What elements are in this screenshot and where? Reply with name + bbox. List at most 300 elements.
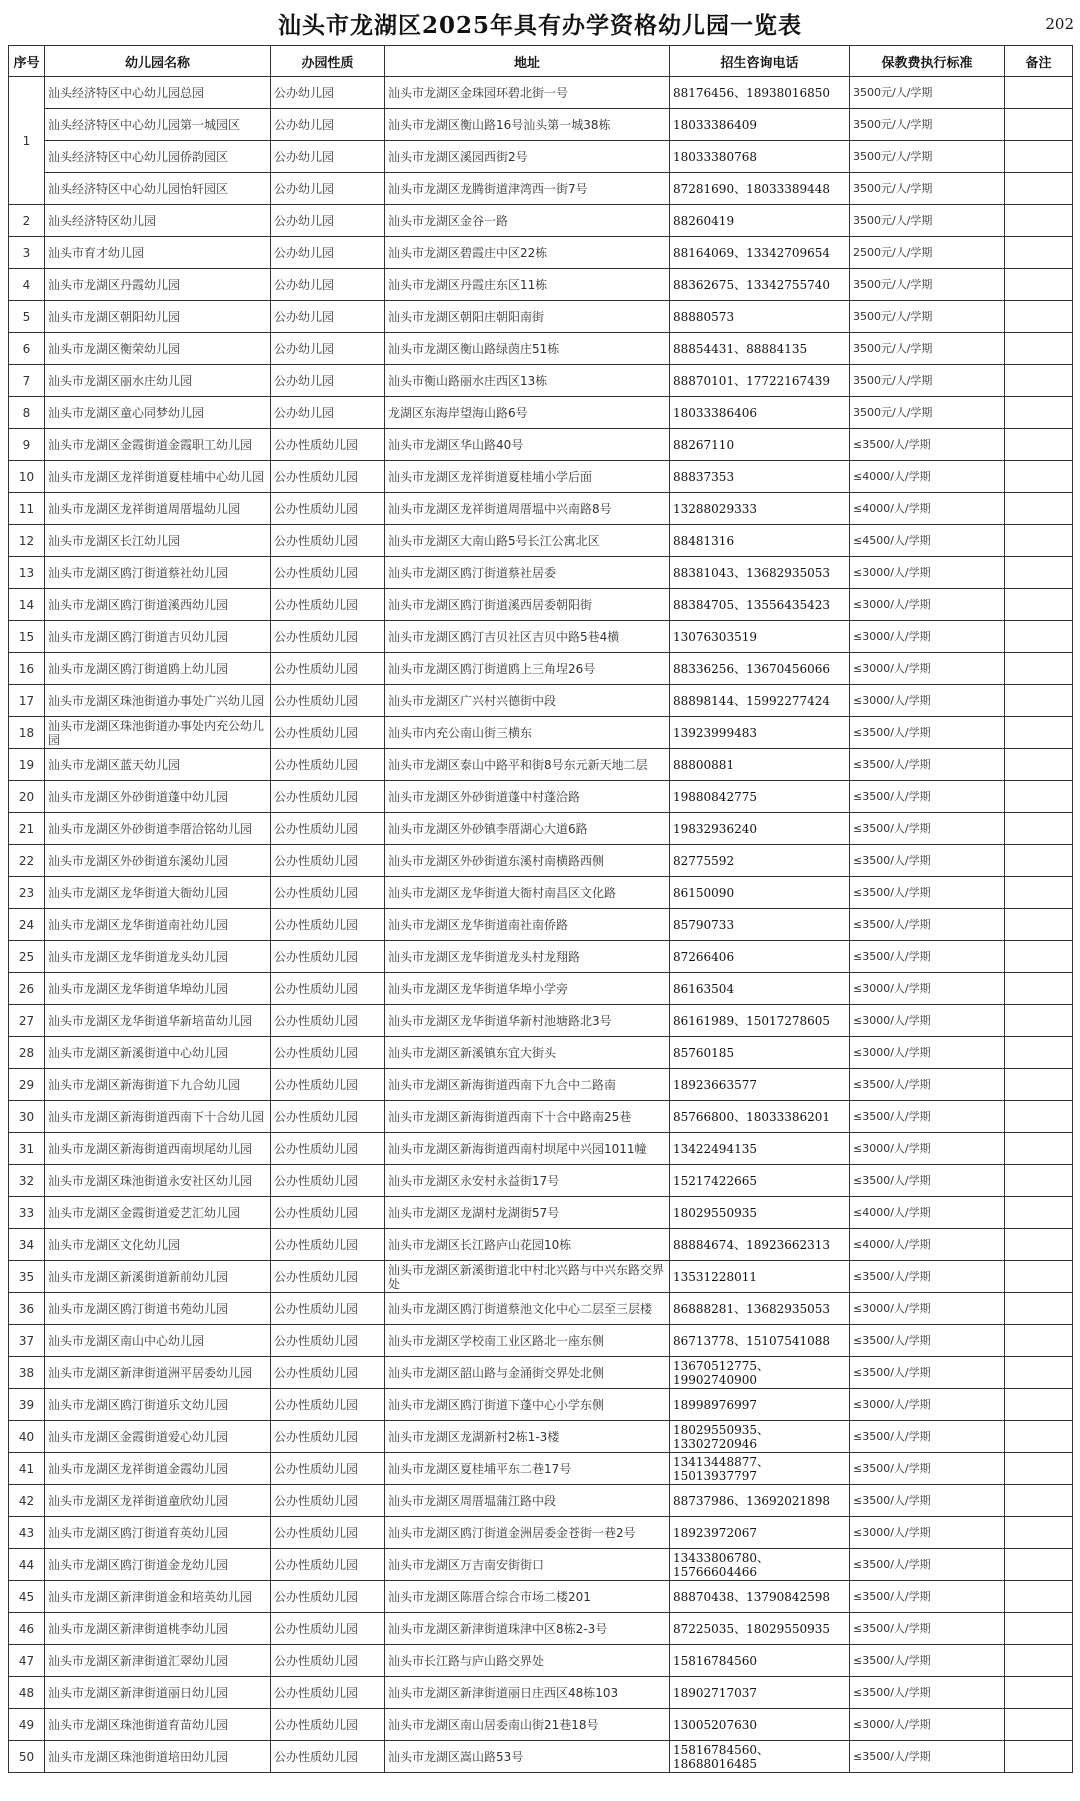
address-cell: 汕头市龙湖区鸥汀街道金洲居委金苍街一巷2号	[385, 1517, 670, 1549]
table-row	[9, 237, 1073, 269]
address-cell: 汕头市龙湖区广兴村兴德街中段	[385, 685, 670, 717]
address-cell: 龙湖区东海岸望海山路6号	[385, 397, 670, 429]
fee-cell: ≤3500/人/学期	[850, 1165, 1005, 1197]
seq-cell: 9	[9, 429, 45, 461]
fee-cell: 3500元/人/学期	[850, 77, 1005, 109]
phone-cell: 15816784560	[670, 1645, 850, 1677]
seq-cell: 24	[9, 909, 45, 941]
note-cell	[1005, 1389, 1073, 1421]
fee-cell: 3500元/人/学期	[850, 269, 1005, 301]
fee-cell: ≤3000/人/学期	[850, 1293, 1005, 1325]
note-cell	[1005, 653, 1073, 685]
table-row	[9, 141, 1073, 173]
fee-cell: 2500元/人/学期	[850, 237, 1005, 269]
seq-cell: 39	[9, 1389, 45, 1421]
type-cell: 公办性质幼儿园	[271, 589, 385, 621]
kindergarten-name-cell: 汕头市龙湖区龙华街道南社幼儿园	[45, 909, 271, 941]
kindergarten-name-cell: 汕头市龙湖区新津街道桃李幼儿园	[45, 1613, 271, 1645]
phone-cell: 85760185	[670, 1037, 850, 1069]
phone-cell: 13288029333	[670, 493, 850, 525]
kindergarten-name-cell: 汕头市龙湖区新海街道下九合幼儿园	[45, 1069, 271, 1101]
seq-cell: 38	[9, 1357, 45, 1389]
fee-cell: ≤3500/人/学期	[850, 717, 1005, 749]
kindergarten-name-cell: 汕头市龙湖区新海街道西南下十合幼儿园	[45, 1101, 271, 1133]
note-cell	[1005, 1325, 1073, 1357]
fee-cell: ≤3500/人/学期	[850, 1101, 1005, 1133]
table-row	[9, 1069, 1073, 1101]
phone-cell: 88880573	[670, 301, 850, 333]
type-cell: 公办性质幼儿园	[271, 1741, 385, 1773]
type-cell: 公办性质幼儿园	[271, 781, 385, 813]
phone-cell: 13433806780、15766604466	[670, 1549, 850, 1581]
address-cell: 汕头市龙湖区龙华街道华新村池塘路北3号	[385, 1005, 670, 1037]
seq-cell: 7	[9, 365, 45, 397]
type-cell: 公办性质幼儿园	[271, 1389, 385, 1421]
seq-cell: 19	[9, 749, 45, 781]
seq-cell: 4	[9, 269, 45, 301]
type-cell: 公办幼儿园	[271, 77, 385, 109]
note-cell	[1005, 1133, 1073, 1165]
kindergarten-name-cell: 汕头市龙湖区衡荣幼儿园	[45, 333, 271, 365]
kindergarten-name-cell: 汕头经济特区中心幼儿园总园	[45, 77, 271, 109]
kindergarten-name-cell: 汕头市龙湖区金霞街道金霞职工幼儿园	[45, 429, 271, 461]
header-fee: 保教费执行标准	[850, 46, 1005, 77]
phone-cell: 86150090	[670, 877, 850, 909]
phone-cell: 82775592	[670, 845, 850, 877]
table-row	[9, 1613, 1073, 1645]
table-row	[9, 973, 1073, 1005]
seq-cell: 13	[9, 557, 45, 589]
seq-cell: 15	[9, 621, 45, 653]
kindergarten-name-cell: 汕头经济特区中心幼儿园第一城园区	[45, 109, 271, 141]
table-row	[9, 589, 1073, 621]
seq-cell: 27	[9, 1005, 45, 1037]
kindergarten-name-cell: 汕头市龙湖区南山中心幼儿园	[45, 1325, 271, 1357]
fee-cell: ≤4000/人/学期	[850, 493, 1005, 525]
type-cell: 公办幼儿园	[271, 365, 385, 397]
phone-cell: 88737986、13692021898	[670, 1485, 850, 1517]
fee-cell: ≤4000/人/学期	[850, 1197, 1005, 1229]
seq-cell: 16	[9, 653, 45, 685]
phone-cell: 18029550935、13302720946	[670, 1421, 850, 1453]
seq-cell: 12	[9, 525, 45, 557]
note-cell	[1005, 1581, 1073, 1613]
phone-cell: 18923663577	[670, 1069, 850, 1101]
kindergarten-name-cell: 汕头市龙湖区珠池街道办事处广兴幼儿园	[45, 685, 271, 717]
seq-cell: 32	[9, 1165, 45, 1197]
fee-cell: 3500元/人/学期	[850, 205, 1005, 237]
table-row	[9, 749, 1073, 781]
seq-cell: 3	[9, 237, 45, 269]
fee-cell: ≤3500/人/学期	[850, 1581, 1005, 1613]
kindergarten-name-cell: 汕头市龙湖区龙祥街道周厝塭幼儿园	[45, 493, 271, 525]
seq-cell: 25	[9, 941, 45, 973]
fee-cell: ≤4500/人/学期	[850, 525, 1005, 557]
type-cell: 公办性质幼儿园	[271, 557, 385, 589]
fee-cell: ≤3500/人/学期	[850, 749, 1005, 781]
table-row	[9, 909, 1073, 941]
type-cell: 公办性质幼儿园	[271, 621, 385, 653]
note-cell	[1005, 1037, 1073, 1069]
seq-cell: 35	[9, 1261, 45, 1293]
address-cell: 汕头市龙湖区龙华街道大衙村南昌区文化路	[385, 877, 670, 909]
fee-cell: ≤3500/人/学期	[850, 1453, 1005, 1485]
note-cell	[1005, 205, 1073, 237]
address-cell: 汕头市龙湖区周厝塭蒲江路中段	[385, 1485, 670, 1517]
fee-cell: ≤3500/人/学期	[850, 1357, 1005, 1389]
kindergarten-name-cell: 汕头市龙湖区龙祥街道金霞幼儿园	[45, 1453, 271, 1485]
type-cell: 公办性质幼儿园	[271, 1325, 385, 1357]
address-cell: 汕头市龙湖区鸥汀吉贝社区吉贝中路5巷4横	[385, 621, 670, 653]
phone-cell: 86888281、13682935053	[670, 1293, 850, 1325]
kindergarten-name-cell: 汕头市龙湖区长江幼儿园	[45, 525, 271, 557]
fee-cell: ≤3500/人/学期	[850, 845, 1005, 877]
kindergarten-name-cell: 汕头市龙湖区鸥汀街道溪西幼儿园	[45, 589, 271, 621]
address-cell: 汕头市龙湖区龙腾街道津湾西一街7号	[385, 173, 670, 205]
seq-cell: 14	[9, 589, 45, 621]
type-cell: 公办性质幼儿园	[271, 1069, 385, 1101]
type-cell: 公办性质幼儿园	[271, 461, 385, 493]
seq-cell: 36	[9, 1293, 45, 1325]
type-cell: 公办性质幼儿园	[271, 813, 385, 845]
type-cell: 公办性质幼儿园	[271, 493, 385, 525]
address-cell: 汕头市龙湖区夏桂埔平东二巷17号	[385, 1453, 670, 1485]
table-row	[9, 173, 1073, 205]
kindergarten-name-cell: 汕头市龙湖区新津街道汇翠幼儿园	[45, 1645, 271, 1677]
type-cell: 公办性质幼儿园	[271, 845, 385, 877]
fee-cell: ≤3500/人/学期	[850, 1485, 1005, 1517]
fee-cell: ≤3500/人/学期	[850, 1613, 1005, 1645]
address-cell: 汕头市龙湖区金谷一路	[385, 205, 670, 237]
phone-cell: 86161989、15017278605	[670, 1005, 850, 1037]
type-cell: 公办性质幼儿园	[271, 1709, 385, 1741]
address-cell: 汕头市龙湖区泰山中路平和街8号东元新天地二层	[385, 749, 670, 781]
note-cell	[1005, 493, 1073, 525]
kindergarten-name-cell: 汕头市龙湖区鸥汀街道金龙幼儿园	[45, 1549, 271, 1581]
table-row	[9, 1677, 1073, 1709]
note-cell	[1005, 717, 1073, 749]
seq-cell: 11	[9, 493, 45, 525]
kindergarten-name-cell: 汕头市龙湖区新溪街道新前幼儿园	[45, 1261, 271, 1293]
header-phone: 招生咨询电话	[670, 46, 850, 77]
note-cell	[1005, 589, 1073, 621]
address-cell: 汕头市龙湖区龙华街道华埠小学旁	[385, 973, 670, 1005]
table-row	[9, 653, 1073, 685]
type-cell: 公办性质幼儿园	[271, 941, 385, 973]
type-cell: 公办幼儿园	[271, 109, 385, 141]
type-cell: 公办幼儿园	[271, 397, 385, 429]
fee-cell: ≤3000/人/学期	[850, 1037, 1005, 1069]
fee-cell: ≤3500/人/学期	[850, 1645, 1005, 1677]
note-cell	[1005, 909, 1073, 941]
table-row	[9, 1293, 1073, 1325]
table-row	[9, 1165, 1073, 1197]
kindergarten-name-cell: 汕头市龙湖区鸥汀街道育英幼儿园	[45, 1517, 271, 1549]
seq-cell: 22	[9, 845, 45, 877]
phone-cell: 18033380768	[670, 141, 850, 173]
year-tag: 202	[1045, 15, 1074, 33]
kindergarten-name-cell: 汕头市龙湖区珠池街道永安社区幼儿园	[45, 1165, 271, 1197]
header-type: 办园性质	[271, 46, 385, 77]
kindergarten-name-cell: 汕头市龙湖区新溪街道中心幼儿园	[45, 1037, 271, 1069]
phone-cell: 88481316	[670, 525, 850, 557]
table-row	[9, 1421, 1073, 1453]
phone-cell: 88384705、13556435423	[670, 589, 850, 621]
seq-cell: 10	[9, 461, 45, 493]
type-cell: 公办幼儿园	[271, 173, 385, 205]
address-cell: 汕头市龙湖区大南山路5号长江公寓北区	[385, 525, 670, 557]
table-row	[9, 1389, 1073, 1421]
fee-cell: ≤3500/人/学期	[850, 1325, 1005, 1357]
phone-cell: 18923972067	[670, 1517, 850, 1549]
fee-cell: ≤3000/人/学期	[850, 1005, 1005, 1037]
fee-cell: ≤3000/人/学期	[850, 1517, 1005, 1549]
phone-cell: 18033386409	[670, 109, 850, 141]
phone-cell: 19880842775	[670, 781, 850, 813]
fee-cell: 3500元/人/学期	[850, 333, 1005, 365]
table-header-row	[9, 46, 1073, 77]
address-cell: 汕头市龙湖区万吉南安街街口	[385, 1549, 670, 1581]
fee-cell: ≤3000/人/学期	[850, 589, 1005, 621]
type-cell: 公办性质幼儿园	[271, 1133, 385, 1165]
phone-cell: 88870101、17722167439	[670, 365, 850, 397]
seq-cell: 31	[9, 1133, 45, 1165]
phone-cell: 88164069、13342709654	[670, 237, 850, 269]
fee-cell: ≤3500/人/学期	[850, 1741, 1005, 1773]
kindergarten-name-cell: 汕头市龙湖区金霞街道爱艺汇幼儿园	[45, 1197, 271, 1229]
fee-cell: ≤3500/人/学期	[850, 813, 1005, 845]
fee-cell: ≤3000/人/学期	[850, 1133, 1005, 1165]
kindergarten-name-cell: 汕头市龙湖区金霞街道爱心幼儿园	[45, 1421, 271, 1453]
address-cell: 汕头市龙湖区长江路庐山花园10栋	[385, 1229, 670, 1261]
document-title: 汕头市龙湖区2025年具有办学资格幼儿园一览表	[277, 12, 802, 39]
note-cell	[1005, 941, 1073, 973]
address-cell: 汕头市龙湖区鸥汀街道蔡社居委	[385, 557, 670, 589]
note-cell	[1005, 1645, 1073, 1677]
table-row	[9, 941, 1073, 973]
seq-cell: 42	[9, 1485, 45, 1517]
table-row	[9, 1709, 1073, 1741]
phone-cell: 88336256、13670456066	[670, 653, 850, 685]
table-row	[9, 1645, 1073, 1677]
fee-cell: ≤3000/人/学期	[850, 1709, 1005, 1741]
fee-cell: ≤3500/人/学期	[850, 781, 1005, 813]
type-cell: 公办性质幼儿园	[271, 717, 385, 749]
address-cell: 汕头市龙湖区龙华街道龙头村龙翔路	[385, 941, 670, 973]
note-cell	[1005, 1293, 1073, 1325]
address-cell: 汕头市龙湖区南山居委南山街21巷18号	[385, 1709, 670, 1741]
kindergarten-table	[8, 45, 1073, 1773]
note-cell	[1005, 749, 1073, 781]
kindergarten-name-cell: 汕头市龙湖区珠池街道育苗幼儿园	[45, 1709, 271, 1741]
type-cell: 公办性质幼儿园	[271, 1453, 385, 1485]
phone-cell: 15816784560、18688016485	[670, 1741, 850, 1773]
phone-cell: 87281690、18033389448	[670, 173, 850, 205]
table-row	[9, 365, 1073, 397]
fee-cell: ≤3500/人/学期	[850, 1421, 1005, 1453]
kindergarten-name-cell: 汕头市龙湖区鸥汀街道书苑幼儿园	[45, 1293, 271, 1325]
table-row	[9, 1517, 1073, 1549]
kindergarten-name-cell: 汕头市龙湖区龙华街道华新培苗幼儿园	[45, 1005, 271, 1037]
kindergarten-name-cell: 汕头市龙湖区新津街道金和培英幼儿园	[45, 1581, 271, 1613]
address-cell: 汕头市内充公南山街三横东	[385, 717, 670, 749]
fee-cell: ≤3500/人/学期	[850, 941, 1005, 973]
address-cell: 汕头市龙湖区华山路40号	[385, 429, 670, 461]
kindergarten-name-cell: 汕头市龙湖区鸥汀街道蔡社幼儿园	[45, 557, 271, 589]
kindergarten-name-cell: 汕头市龙湖区朝阳幼儿园	[45, 301, 271, 333]
note-cell	[1005, 269, 1073, 301]
kindergarten-name-cell: 汕头市龙湖区新津街道丽日幼儿园	[45, 1677, 271, 1709]
type-cell: 公办性质幼儿园	[271, 1613, 385, 1645]
type-cell: 公办性质幼儿园	[271, 1037, 385, 1069]
type-cell: 公办性质幼儿园	[271, 1293, 385, 1325]
fee-cell: ≤3500/人/学期	[850, 1261, 1005, 1293]
kindergarten-name-cell: 汕头市龙湖区外砂街道李厝洽铭幼儿园	[45, 813, 271, 845]
type-cell: 公办性质幼儿园	[271, 685, 385, 717]
seq-cell: 18	[9, 717, 45, 749]
phone-cell: 88854431、88884135	[670, 333, 850, 365]
fee-cell: 3500元/人/学期	[850, 301, 1005, 333]
type-cell: 公办幼儿园	[271, 333, 385, 365]
type-cell: 公办性质幼儿园	[271, 1005, 385, 1037]
kindergarten-name-cell: 汕头市龙湖区珠池街道办事处内充公幼儿园	[45, 717, 271, 749]
note-cell	[1005, 1453, 1073, 1485]
address-cell: 汕头市龙湖区衡山路绿茵庄51栋	[385, 333, 670, 365]
phone-cell: 85790733	[670, 909, 850, 941]
phone-cell: 13531228011	[670, 1261, 850, 1293]
address-cell: 汕头市龙湖区金珠园环碧北街一号	[385, 77, 670, 109]
table-row	[9, 1005, 1073, 1037]
kindergarten-name-cell: 汕头市龙湖区外砂街道东溪幼儿园	[45, 845, 271, 877]
phone-cell: 13413448877、15013937797	[670, 1453, 850, 1485]
address-cell: 汕头市龙湖区新津街道丽日庄西区48栋103	[385, 1677, 670, 1709]
seq-cell: 41	[9, 1453, 45, 1485]
seq-cell: 50	[9, 1741, 45, 1773]
seq-cell: 45	[9, 1581, 45, 1613]
kindergarten-name-cell: 汕头经济特区中心幼儿园怡轩园区	[45, 173, 271, 205]
phone-cell: 88884674、18923662313	[670, 1229, 850, 1261]
note-cell	[1005, 1549, 1073, 1581]
note-cell	[1005, 429, 1073, 461]
fee-cell: ≤3500/人/学期	[850, 1549, 1005, 1581]
table-row	[9, 1581, 1073, 1613]
fee-cell: 3500元/人/学期	[850, 365, 1005, 397]
kindergarten-name-cell: 汕头市龙湖区丽水庄幼儿园	[45, 365, 271, 397]
fee-cell: ≤3500/人/学期	[850, 429, 1005, 461]
type-cell: 公办性质幼儿园	[271, 1645, 385, 1677]
seq-cell: 48	[9, 1677, 45, 1709]
address-cell: 汕头市龙湖区鸥汀街道蔡池文化中心二层至三层楼	[385, 1293, 670, 1325]
address-cell: 汕头市龙湖区龙华街道南社南侨路	[385, 909, 670, 941]
type-cell: 公办性质幼儿园	[271, 909, 385, 941]
note-cell	[1005, 109, 1073, 141]
seq-cell: 28	[9, 1037, 45, 1069]
fee-cell: ≤3500/人/学期	[850, 1069, 1005, 1101]
address-cell: 汕头市长江路与庐山路交界处	[385, 1645, 670, 1677]
table-row	[9, 685, 1073, 717]
note-cell	[1005, 1485, 1073, 1517]
kindergarten-name-cell: 汕头市龙湖区外砂街道蓬中幼儿园	[45, 781, 271, 813]
fee-cell: ≤3000/人/学期	[850, 653, 1005, 685]
address-cell: 汕头市衡山路丽水庄西区13栋	[385, 365, 670, 397]
table-row	[9, 109, 1073, 141]
address-cell: 汕头市龙湖区丹霞庄东区11栋	[385, 269, 670, 301]
table-row	[9, 781, 1073, 813]
seq-cell: 6	[9, 333, 45, 365]
seq-cell: 1	[9, 77, 45, 205]
phone-cell: 13005207630	[670, 1709, 850, 1741]
address-cell: 汕头市龙湖区新溪镇东宜大街头	[385, 1037, 670, 1069]
address-cell: 汕头市龙湖区韶山路与金涌街交界处北侧	[385, 1357, 670, 1389]
table-row	[9, 1325, 1073, 1357]
seq-cell: 34	[9, 1229, 45, 1261]
seq-cell: 8	[9, 397, 45, 429]
fee-cell: ≤3000/人/学期	[850, 621, 1005, 653]
table-row	[9, 1037, 1073, 1069]
phone-cell: 13076303519	[670, 621, 850, 653]
table-row	[9, 77, 1073, 109]
note-cell	[1005, 1741, 1073, 1773]
seq-cell: 47	[9, 1645, 45, 1677]
type-cell: 公办性质幼儿园	[271, 1517, 385, 1549]
address-cell: 汕头市龙湖区新海街道西南下九合中二路南	[385, 1069, 670, 1101]
type-cell: 公办性质幼儿园	[271, 1165, 385, 1197]
kindergarten-name-cell: 汕头市龙湖区新海街道西南坝尾幼儿园	[45, 1133, 271, 1165]
kindergarten-name-cell: 汕头市龙湖区丹霞幼儿园	[45, 269, 271, 301]
phone-cell: 13670512775、19902740900	[670, 1357, 850, 1389]
type-cell: 公办性质幼儿园	[271, 877, 385, 909]
phone-cell: 87225035、18029550935	[670, 1613, 850, 1645]
note-cell	[1005, 1101, 1073, 1133]
type-cell: 公办性质幼儿园	[271, 1261, 385, 1293]
phone-cell: 18029550935	[670, 1197, 850, 1229]
type-cell: 公办性质幼儿园	[271, 1549, 385, 1581]
kindergarten-name-cell: 汕头市龙湖区龙祥街道夏桂埔中心幼儿园	[45, 461, 271, 493]
seq-cell: 5	[9, 301, 45, 333]
table-row	[9, 845, 1073, 877]
seq-cell: 37	[9, 1325, 45, 1357]
kindergarten-name-cell: 汕头市育才幼儿园	[45, 237, 271, 269]
type-cell: 公办性质幼儿园	[271, 653, 385, 685]
kindergarten-name-cell: 汕头市龙湖区龙华街道华埠幼儿园	[45, 973, 271, 1005]
type-cell: 公办性质幼儿园	[271, 429, 385, 461]
header-name: 幼儿园名称	[45, 46, 271, 77]
header-address: 地址	[385, 46, 670, 77]
note-cell	[1005, 973, 1073, 1005]
address-cell: 汕头市龙湖区嵩山路53号	[385, 1741, 670, 1773]
type-cell: 公办性质幼儿园	[271, 1677, 385, 1709]
seq-cell: 29	[9, 1069, 45, 1101]
type-cell: 公办性质幼儿园	[271, 1229, 385, 1261]
address-cell: 汕头市龙湖区龙祥街道夏桂埔小学后面	[385, 461, 670, 493]
note-cell	[1005, 1197, 1073, 1229]
phone-cell: 85766800、18033386201	[670, 1101, 850, 1133]
note-cell	[1005, 1421, 1073, 1453]
address-cell: 汕头市龙湖区新津街道珠津中区8栋2-3号	[385, 1613, 670, 1645]
note-cell	[1005, 621, 1073, 653]
address-cell: 汕头市龙湖区朝阳庄朝阳南街	[385, 301, 670, 333]
note-cell	[1005, 141, 1073, 173]
table-body	[9, 77, 1073, 1773]
kindergarten-name-cell: 汕头市龙湖区新津街道洲平居委幼儿园	[45, 1357, 271, 1389]
phone-cell: 15217422665	[670, 1165, 850, 1197]
address-cell: 汕头市龙湖区鸥汀街道下蓬中心小学东侧	[385, 1389, 670, 1421]
note-cell	[1005, 397, 1073, 429]
fee-cell: ≤3000/人/学期	[850, 557, 1005, 589]
seq-cell: 40	[9, 1421, 45, 1453]
type-cell: 公办性质幼儿园	[271, 1357, 385, 1389]
phone-cell: 19832936240	[670, 813, 850, 845]
